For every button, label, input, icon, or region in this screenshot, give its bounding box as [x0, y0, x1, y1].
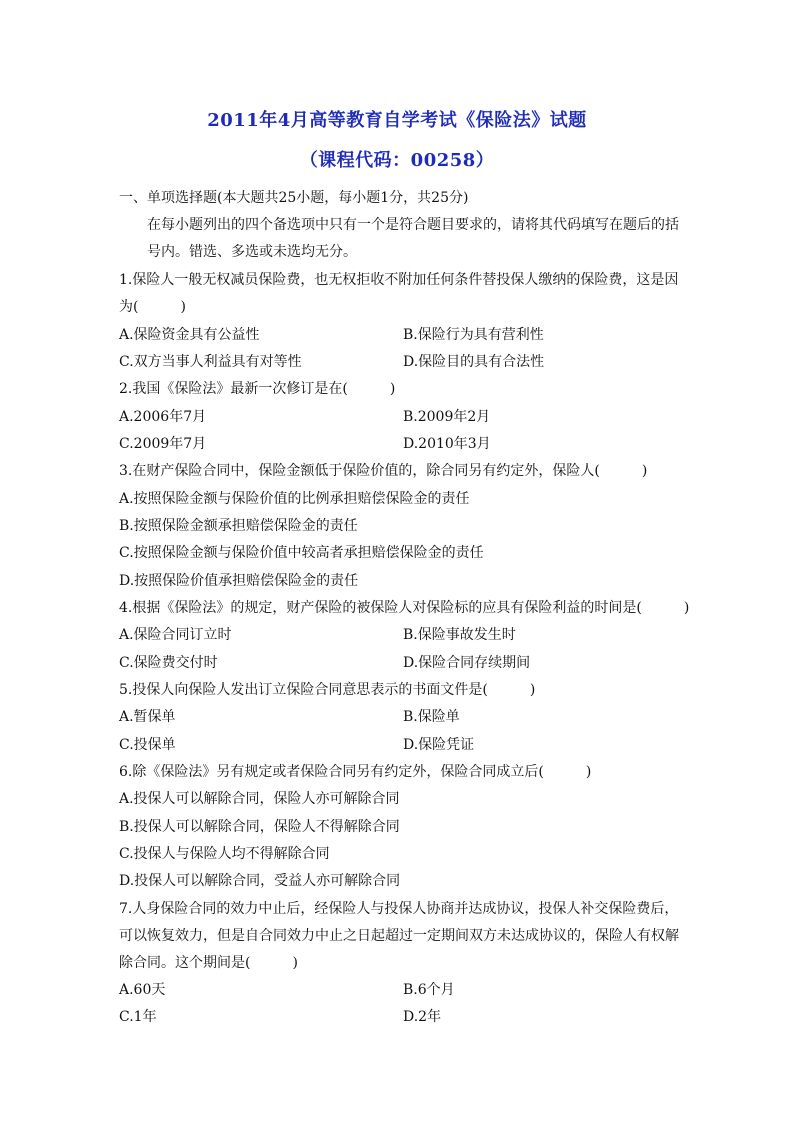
question-4-option-b: B.保险事故发生时	[403, 627, 516, 643]
question-6-option-a: A.投保人可以解除合同，保险人亦可解除合同	[119, 791, 400, 807]
question-5-option-d: D.保险凭证	[403, 737, 475, 753]
question-1-option-a: A.保险资金具有公益性	[119, 327, 260, 343]
question-7-option-a: A.60天	[119, 982, 166, 998]
question-4-line-1: 4.根据《保险法》的规定，财产保险的被保险人对保险标的应具有保险利益的时间是( )	[119, 600, 690, 616]
question-7-line-2: 可以恢复效力，但是自合同效力中止之日起超过一定期间双方未达成协议的，保险人有权解	[119, 928, 679, 944]
question-1-line-1: 1.保险人一般无权减员保险费，也无权拒收不附加任何条件替投保人缴纳的保险费，这是因	[119, 272, 679, 288]
question-4-option-a: A.保险合同订立时	[119, 627, 232, 643]
question-1-option-b: B.保险行为具有营利性	[403, 327, 544, 343]
question-2-option-b: B.2009年2月	[403, 409, 491, 425]
course-code: （课程代码：00258）	[299, 150, 495, 171]
question-5-option-c: C.投保单	[119, 737, 176, 753]
question-7-line-3: 除合同。这个期间是( )	[119, 955, 298, 971]
question-1-option-d: D.保险目的具有合法性	[403, 354, 545, 370]
question-4-option-d: D.保险合同存续期间	[403, 655, 531, 671]
exam-title: 2011年4月高等教育自学考试《保险法》试题	[207, 110, 587, 131]
question-2-option-c: C.2009年7月	[119, 436, 207, 452]
question-7-option-b: B.6个月	[403, 982, 455, 998]
instruction-line-1: 在每小题列出的四个备选项中只有一个是符合题目要求的，请将其代码填写在题后的括	[147, 217, 679, 233]
question-2-option-d: D.2010年3月	[403, 436, 491, 452]
question-1-option-c: C.双方当事人利益具有对等性	[119, 354, 302, 370]
question-5-option-a: A.暂保单	[119, 709, 176, 725]
question-7-line-1: 7.人身保险合同的效力中止后，经保险人与投保人协商并达成协议，投保人补交保险费后，	[119, 901, 679, 917]
question-6-option-d: D.投保人可以解除合同，受益人亦可解除合同	[119, 873, 401, 889]
question-3-option-d: D.按照保险价值承担赔偿保险金的责任	[119, 573, 359, 589]
question-7-option-d: D.2年	[403, 1009, 442, 1025]
question-6-line-1: 6.除《保险法》另有规定或者保险合同另有约定外，保险合同成立后( )	[119, 764, 592, 780]
question-7-option-c: C.1年	[119, 1009, 157, 1025]
question-6-option-b: B.投保人可以解除合同，保险人不得解除合同	[119, 819, 400, 835]
section-heading: 一、单项选择题(本大题共25小题，每小题1分，共25分)	[119, 190, 469, 206]
question-5-line-1: 5.投保人向保险人发出订立保险合同意思表示的书面文件是( )	[119, 682, 536, 698]
question-5-option-b: B.保险单	[403, 709, 460, 725]
question-4-option-c: C.保险费交付时	[119, 655, 218, 671]
question-3-line-1: 3.在财产保险合同中，保险金额低于保险价值的，除合同另有约定外，保险人( )	[119, 463, 648, 479]
instruction-line-2: 号内。错选、多选或未选均无分。	[147, 244, 357, 260]
question-3-option-c: C.按照保险金额与保险价值中较高者承担赔偿保险金的责任	[119, 545, 484, 561]
question-6-option-c: C.投保人与保险人均不得解除合同	[119, 846, 330, 862]
question-3-option-a: A.按照保险金额与保险价值的比例承担赔偿保险金的责任	[119, 491, 470, 507]
question-2-option-a: A.2006年7月	[119, 409, 207, 425]
question-2-line-1: 2.我国《保险法》最新一次修订是在( )	[119, 381, 396, 397]
question-1-line-2: 为( )	[119, 299, 186, 315]
question-3-option-b: B.按照保险金额承担赔偿保险金的责任	[119, 518, 358, 534]
